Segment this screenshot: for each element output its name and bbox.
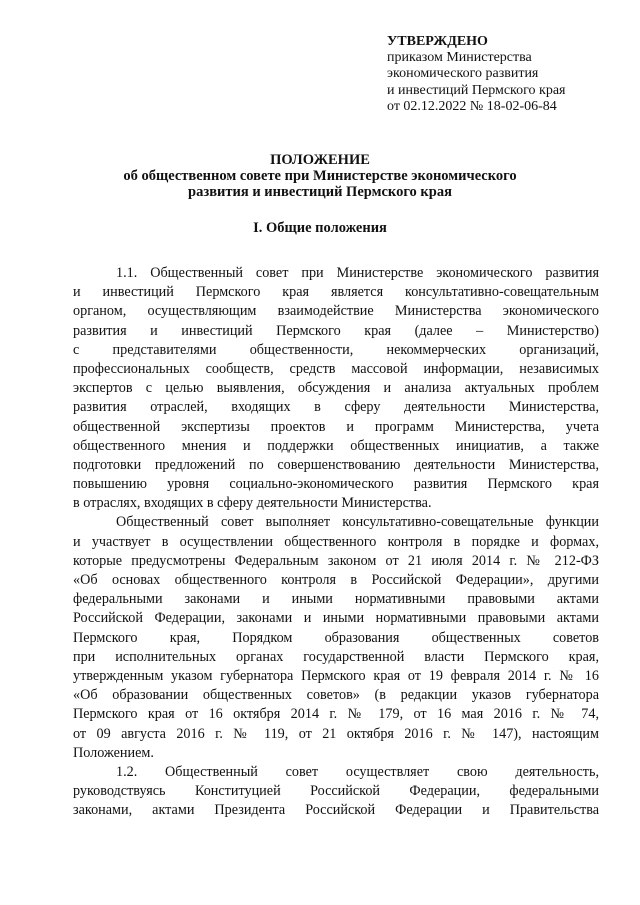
title-line: развития и инвестиций Пермского края <box>188 184 452 200</box>
body-line: с представителями общественности, некоммерческих организаций, <box>73 341 599 358</box>
title-main: ПОЛОЖЕНИЕ <box>270 152 370 168</box>
approval-line: экономического развития <box>387 66 539 82</box>
body-line: руководствуясь Конституцией Российской Федерации, федеральными <box>73 783 599 800</box>
approval-heading: УТВЕРЖДЕНО <box>387 34 488 49</box>
body-line: Общественный совет выполняет консультативно-совещательные функции <box>116 514 599 531</box>
body-line: и инвестиций Пермского края является консультативно-совещательным <box>73 284 599 301</box>
body-line: Положением. <box>73 744 154 761</box>
body-line: профессиональных сообществ, средств массовой информации, независимых <box>73 360 599 377</box>
body-line: общественной экспертизы проектов и программ Министерства, учета <box>73 418 599 435</box>
approval-line: от 02.12.2022 № 18-02-06-84 <box>387 98 557 114</box>
body-line: и участвует в осуществлении общественного контроля в порядке и формах, <box>73 533 599 550</box>
body-line: 1.1. Общественный совет при Министерстве экономического развития <box>116 265 599 281</box>
body-line: «Об образовании общественных советов» (в редакции указов губернатора <box>73 687 599 704</box>
body-line: законами, актами Президента Российской Федерации и Правительства <box>73 802 599 819</box>
body-line: «Об основах общественного контроля в Российской Федерации», другими <box>73 572 599 588</box>
section-heading: I. Общие положения <box>253 220 387 236</box>
body-line: Пермского края, Порядком образования общественных советов <box>73 629 599 646</box>
body-line: при исполнительных органах государственной власти Пермского края, <box>73 648 599 665</box>
body-line: федеральными законами и иными нормативными правовыми актами <box>73 591 599 608</box>
body-line: экспертов с целью выявления, обсуждения и анализа актуальных проблем <box>73 380 599 397</box>
document-title <box>0 152 640 200</box>
approval-line: приказом Министерства <box>387 50 532 66</box>
body-line: повышению уровня социально-экономического развития Пермского края <box>73 476 599 493</box>
body-line: развития отраслей, входящих в сферу деятельности Министерства, <box>73 399 599 416</box>
body-line: подготовки предложений по совершенствованию деятельности Министерства, <box>73 456 599 473</box>
body-line: 1.2. Общественный совет осуществляет свою деятельность, <box>116 763 599 780</box>
body-line: Пермского края от 16 октября 2014 г. № 179, от 16 мая 2016 г. № 74, <box>73 706 599 723</box>
document-body <box>73 264 599 820</box>
body-line: органом, осуществляющим взаимодействие Министерства экономического <box>73 303 599 320</box>
body-line: в отраслях, входящих в сферу деятельности Министерства. <box>73 495 432 512</box>
body-line: утвержденным указом губернатора Пермского края от 19 февраля 2014 г. № 16 <box>73 667 599 684</box>
approval-stamp <box>387 34 566 115</box>
body-line: общественного мнения и поддержки общественных инициатив, а также <box>73 437 599 454</box>
title-line: об общественном совете при Министерстве экономического <box>123 168 517 184</box>
body-line: которые предусмотрены Федеральным законом от 21 июля 2014 г. № 212-ФЗ <box>73 552 599 569</box>
body-line: Российской Федерации, законами и иными нормативными правовыми актами <box>73 610 599 627</box>
approval-line: и инвестиций Пермского края <box>387 82 566 98</box>
body-line: развития и инвестиций Пермского края (далее – Министерство) <box>73 322 599 339</box>
body-line: от 09 августа 2016 г. № 119, от 21 октября 2016 г. № 147), настоящим <box>73 725 599 742</box>
